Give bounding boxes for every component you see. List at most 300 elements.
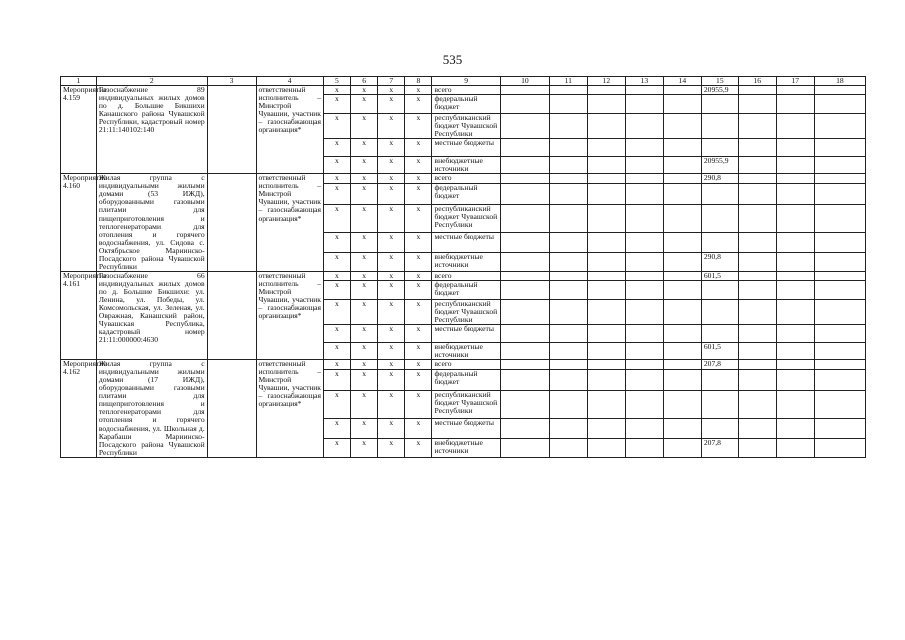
empty-cell — [814, 391, 865, 419]
empty-cell — [738, 174, 776, 184]
empty-cell — [549, 184, 587, 205]
funding-source: всего — [432, 174, 500, 184]
event-name: Газоснабжение 89 индивидуальных жилых домов по д. Большие Бикшихи Канашского района Чувашской Республики, кадастровый номер 21:11:140102:140 — [96, 86, 207, 174]
empty-cell — [500, 233, 549, 253]
empty-cell — [587, 370, 625, 391]
table-body — [61, 77, 866, 458]
x-mark: x — [351, 418, 378, 438]
empty-cell — [625, 233, 663, 253]
empty-cell — [814, 438, 865, 457]
empty-cell — [625, 360, 663, 370]
empty-cell — [549, 139, 587, 157]
empty-cell — [738, 418, 776, 438]
empty-cell — [549, 205, 587, 233]
empty-cell — [500, 114, 549, 139]
empty-cell — [549, 280, 587, 299]
empty-cell — [549, 114, 587, 139]
empty-cell — [625, 370, 663, 391]
empty-cell — [500, 391, 549, 419]
x-mark: x — [378, 184, 405, 205]
amount-cell: 601,5 — [701, 343, 738, 360]
empty-cell — [776, 114, 814, 139]
x-mark: x — [378, 139, 405, 157]
empty-cell — [814, 184, 865, 205]
empty-cell — [814, 360, 865, 370]
x-mark: x — [378, 391, 405, 419]
amount-cell — [701, 299, 738, 324]
column-number: 4 — [256, 77, 323, 86]
empty-cell — [625, 418, 663, 438]
x-mark: x — [351, 325, 378, 343]
funding-source: всего — [432, 360, 500, 370]
empty-cell — [625, 174, 663, 184]
empty-cell — [500, 139, 549, 157]
empty-cell — [500, 184, 549, 205]
amount-cell: 601,5 — [701, 271, 738, 280]
x-mark: x — [378, 95, 405, 114]
empty-cell — [587, 325, 625, 343]
empty-cell — [625, 114, 663, 139]
x-mark: x — [351, 157, 378, 174]
x-mark: x — [405, 370, 432, 391]
empty-cell — [207, 271, 256, 359]
x-mark: x — [323, 114, 350, 139]
x-mark: x — [323, 280, 350, 299]
column-number: 13 — [625, 77, 663, 86]
x-mark: x — [405, 95, 432, 114]
empty-cell — [587, 233, 625, 253]
x-mark: x — [323, 233, 350, 253]
empty-cell — [549, 343, 587, 360]
funding-source: федеральный бюджет — [432, 280, 500, 299]
responsible-party: ответственный исполнитель – Минстрой Чувашии, участник – газоснабжающая организация* — [256, 360, 323, 458]
empty-cell — [814, 343, 865, 360]
funding-source: внебюджетные источники — [432, 252, 500, 271]
empty-cell — [587, 157, 625, 174]
empty-cell — [500, 343, 549, 360]
x-mark: x — [405, 360, 432, 370]
amount-cell: 290,8 — [701, 174, 738, 184]
x-mark: x — [405, 438, 432, 457]
x-mark: x — [351, 271, 378, 280]
empty-cell — [587, 438, 625, 457]
funding-source: республиканский бюджет Чувашской Республики — [432, 205, 500, 233]
empty-cell — [814, 174, 865, 184]
empty-cell — [776, 343, 814, 360]
event-name: Жилая группа с индивидуальными жилыми домами (17 ИЖД), оборудованными газовыми плитами для пищеприготовления и теплогенераторами для отопления и горячего водоснабжения, ул. Школьная д. Карабаши Мариинско-Посадского района Чувашской Республики — [96, 360, 207, 458]
empty-cell — [549, 325, 587, 343]
amount-cell — [701, 418, 738, 438]
empty-cell — [587, 114, 625, 139]
empty-cell — [738, 205, 776, 233]
x-mark: x — [351, 139, 378, 157]
empty-cell — [625, 325, 663, 343]
empty-cell — [549, 157, 587, 174]
empty-cell — [625, 157, 663, 174]
x-mark: x — [378, 252, 405, 271]
x-mark: x — [351, 280, 378, 299]
empty-cell — [663, 438, 701, 457]
empty-cell — [814, 139, 865, 157]
empty-cell — [738, 391, 776, 419]
funding-source: республиканский бюджет Чувашской Республики — [432, 391, 500, 419]
empty-cell — [738, 299, 776, 324]
empty-cell — [663, 325, 701, 343]
empty-cell — [549, 95, 587, 114]
empty-cell — [776, 157, 814, 174]
empty-cell — [549, 438, 587, 457]
empty-cell — [500, 205, 549, 233]
empty-cell — [738, 325, 776, 343]
x-mark: x — [378, 174, 405, 184]
empty-cell — [776, 325, 814, 343]
x-mark: x — [405, 184, 432, 205]
x-mark: x — [405, 418, 432, 438]
empty-cell — [814, 114, 865, 139]
x-mark: x — [351, 205, 378, 233]
amount-cell: 207,8 — [701, 438, 738, 457]
empty-cell — [663, 139, 701, 157]
page-number: 535 — [442, 52, 463, 67]
empty-cell — [207, 86, 256, 174]
x-mark: x — [323, 174, 350, 184]
column-number: 5 — [323, 77, 350, 86]
empty-cell — [625, 86, 663, 95]
empty-cell — [625, 139, 663, 157]
funding-source: всего — [432, 271, 500, 280]
empty-cell — [549, 86, 587, 95]
column-number: 12 — [587, 77, 625, 86]
empty-cell — [663, 271, 701, 280]
empty-cell — [738, 139, 776, 157]
empty-cell — [500, 370, 549, 391]
x-mark: x — [405, 205, 432, 233]
empty-cell — [500, 299, 549, 324]
amount-cell — [701, 205, 738, 233]
empty-cell — [776, 174, 814, 184]
x-mark: x — [378, 418, 405, 438]
x-mark: x — [405, 391, 432, 419]
empty-cell — [776, 418, 814, 438]
funding-source: внебюджетные источники — [432, 157, 500, 174]
empty-cell — [500, 252, 549, 271]
empty-cell — [663, 299, 701, 324]
column-number: 17 — [776, 77, 814, 86]
empty-cell — [587, 343, 625, 360]
column-number: 15 — [701, 77, 738, 86]
empty-cell — [814, 370, 865, 391]
empty-cell — [500, 86, 549, 95]
empty-cell — [738, 157, 776, 174]
empty-cell — [663, 233, 701, 253]
empty-cell — [663, 360, 701, 370]
amount-cell — [701, 139, 738, 157]
empty-cell — [814, 233, 865, 253]
empty-cell — [549, 233, 587, 253]
empty-cell — [663, 205, 701, 233]
empty-cell — [814, 325, 865, 343]
empty-cell — [738, 114, 776, 139]
x-mark: x — [378, 325, 405, 343]
x-mark: x — [405, 252, 432, 271]
empty-cell — [776, 139, 814, 157]
empty-cell — [549, 271, 587, 280]
x-mark: x — [323, 252, 350, 271]
event-id: Мероприятие 4.161 — [61, 271, 97, 359]
x-mark: x — [378, 438, 405, 457]
x-mark: x — [323, 271, 350, 280]
amount-cell — [701, 114, 738, 139]
empty-cell — [814, 205, 865, 233]
empty-cell — [549, 391, 587, 419]
x-mark: x — [351, 233, 378, 253]
empty-cell — [738, 252, 776, 271]
x-mark: x — [351, 86, 378, 95]
x-mark: x — [405, 325, 432, 343]
x-mark: x — [378, 370, 405, 391]
empty-cell — [587, 360, 625, 370]
event-id: Мероприятие 4.159 — [61, 86, 97, 174]
funding-source: федеральный бюджет — [432, 184, 500, 205]
amount-cell: 290,8 — [701, 252, 738, 271]
empty-cell — [776, 391, 814, 419]
x-mark: x — [323, 157, 350, 174]
column-number: 2 — [96, 77, 207, 86]
funding-source: федеральный бюджет — [432, 95, 500, 114]
empty-cell — [814, 252, 865, 271]
funding-source: местные бюджеты — [432, 418, 500, 438]
empty-cell — [500, 174, 549, 184]
event-id: Мероприятие 4.160 — [61, 174, 97, 272]
empty-cell — [500, 157, 549, 174]
x-mark: x — [378, 280, 405, 299]
x-mark: x — [323, 139, 350, 157]
empty-cell — [776, 252, 814, 271]
empty-cell — [738, 438, 776, 457]
empty-cell — [625, 391, 663, 419]
x-mark: x — [405, 86, 432, 95]
empty-cell — [625, 184, 663, 205]
column-number: 10 — [500, 77, 549, 86]
funding-source: внебюджетные источники — [432, 343, 500, 360]
empty-cell — [500, 280, 549, 299]
empty-cell — [625, 343, 663, 360]
x-mark: x — [323, 391, 350, 419]
x-mark: x — [405, 343, 432, 360]
empty-cell — [207, 174, 256, 272]
column-number: 11 — [549, 77, 587, 86]
x-mark: x — [405, 157, 432, 174]
x-mark: x — [323, 205, 350, 233]
empty-cell — [814, 157, 865, 174]
column-number: 3 — [207, 77, 256, 86]
empty-cell — [207, 360, 256, 458]
empty-cell — [663, 184, 701, 205]
x-mark: x — [323, 86, 350, 95]
amount-cell: 207,8 — [701, 360, 738, 370]
x-mark: x — [405, 271, 432, 280]
empty-cell — [587, 205, 625, 233]
x-mark: x — [323, 343, 350, 360]
empty-cell — [738, 280, 776, 299]
empty-cell — [663, 280, 701, 299]
empty-cell — [663, 370, 701, 391]
x-mark: x — [405, 139, 432, 157]
empty-cell — [814, 280, 865, 299]
empty-cell — [738, 370, 776, 391]
empty-cell — [587, 139, 625, 157]
x-mark: x — [351, 252, 378, 271]
empty-cell — [663, 418, 701, 438]
x-mark: x — [323, 299, 350, 324]
empty-cell — [500, 438, 549, 457]
x-mark: x — [378, 114, 405, 139]
amount-cell — [701, 280, 738, 299]
x-mark: x — [378, 271, 405, 280]
empty-cell — [814, 418, 865, 438]
amount-cell — [701, 233, 738, 253]
x-mark: x — [378, 157, 405, 174]
empty-cell — [814, 271, 865, 280]
empty-cell — [663, 95, 701, 114]
x-mark: x — [351, 343, 378, 360]
empty-cell — [625, 299, 663, 324]
x-mark: x — [351, 438, 378, 457]
column-number: 8 — [405, 77, 432, 86]
empty-cell — [500, 271, 549, 280]
empty-cell — [587, 299, 625, 324]
x-mark: x — [405, 174, 432, 184]
x-mark: x — [378, 205, 405, 233]
empty-cell — [738, 233, 776, 253]
empty-cell — [776, 184, 814, 205]
empty-cell — [814, 86, 865, 95]
empty-cell — [587, 95, 625, 114]
empty-cell — [549, 418, 587, 438]
funding-source: республиканский бюджет Чувашской Республики — [432, 299, 500, 324]
x-mark: x — [405, 233, 432, 253]
empty-cell — [587, 174, 625, 184]
column-number: 18 — [814, 77, 865, 86]
empty-cell — [625, 252, 663, 271]
empty-cell — [625, 438, 663, 457]
funding-source: всего — [432, 86, 500, 95]
empty-cell — [738, 184, 776, 205]
responsible-party: ответственный исполнитель – Минстрой Чувашии, участник – газоснабжающая организация* — [256, 271, 323, 359]
x-mark: x — [378, 299, 405, 324]
empty-cell — [776, 438, 814, 457]
x-mark: x — [323, 438, 350, 457]
x-mark: x — [323, 95, 350, 114]
x-mark: x — [351, 114, 378, 139]
empty-cell — [738, 343, 776, 360]
empty-cell — [776, 280, 814, 299]
empty-cell — [776, 205, 814, 233]
amount-cell — [701, 325, 738, 343]
column-number: 9 — [432, 77, 500, 86]
empty-cell — [663, 86, 701, 95]
x-mark: x — [378, 360, 405, 370]
empty-cell — [549, 174, 587, 184]
empty-cell — [738, 360, 776, 370]
x-mark: x — [378, 343, 405, 360]
x-mark: x — [351, 184, 378, 205]
empty-cell — [549, 299, 587, 324]
empty-cell — [776, 271, 814, 280]
empty-cell — [549, 360, 587, 370]
empty-cell — [587, 252, 625, 271]
empty-cell — [776, 95, 814, 114]
empty-cell — [814, 95, 865, 114]
x-mark: x — [351, 174, 378, 184]
empty-cell — [500, 418, 549, 438]
x-mark: x — [378, 86, 405, 95]
empty-cell — [500, 325, 549, 343]
funding-source: местные бюджеты — [432, 233, 500, 253]
responsible-party: ответственный исполнитель – Минстрой Чувашии, участник – газоснабжающая организация* — [256, 86, 323, 174]
empty-cell — [663, 157, 701, 174]
empty-cell — [549, 370, 587, 391]
amount-cell — [701, 370, 738, 391]
x-mark: x — [378, 233, 405, 253]
funding-source: местные бюджеты — [432, 139, 500, 157]
empty-cell — [738, 86, 776, 95]
amount-cell — [701, 391, 738, 419]
column-number: 7 — [378, 77, 405, 86]
x-mark: x — [351, 370, 378, 391]
funding-source: внебюджетные источники — [432, 438, 500, 457]
event-name: Жилая группа с индивидуальными жилыми домами (53 ИЖД), оборудованными газовыми плитами для пищеприготовления и теплогенераторами для отопления и горячего водоснабжения, ул. Сидова с. Октябрьское Мариинско-Посадского района Чувашской Республики — [96, 174, 207, 272]
funding-source: республиканский бюджет Чувашской Республики — [432, 114, 500, 139]
program-events-table — [60, 76, 866, 458]
empty-cell — [663, 343, 701, 360]
event-name: Газоснабжение 66 индивидуальных жилых домов по д. Большие Бикшихи: ул. Ленина, ул. Победы, ул. Комсомольская, ул. Зеленая, ул. Овражная, Канашский район, Чувашская Республика, кадастровый номер 21:11:000000:4630 — [96, 271, 207, 359]
x-mark: x — [405, 114, 432, 139]
amount-cell — [701, 95, 738, 114]
empty-cell — [500, 360, 549, 370]
empty-cell — [663, 114, 701, 139]
empty-cell — [625, 95, 663, 114]
x-mark: x — [323, 418, 350, 438]
x-mark: x — [323, 360, 350, 370]
x-mark: x — [323, 325, 350, 343]
empty-cell — [587, 271, 625, 280]
column-number: 14 — [663, 77, 701, 86]
empty-cell — [663, 174, 701, 184]
empty-cell — [625, 280, 663, 299]
empty-cell — [776, 86, 814, 95]
column-number: 6 — [351, 77, 378, 86]
empty-cell — [663, 391, 701, 419]
empty-cell — [500, 95, 549, 114]
x-mark: x — [323, 370, 350, 391]
empty-cell — [587, 418, 625, 438]
responsible-party: ответственный исполнитель – Минстрой Чувашии, участник – газоснабжающая организация* — [256, 174, 323, 272]
empty-cell — [587, 280, 625, 299]
empty-cell — [776, 370, 814, 391]
empty-cell — [625, 205, 663, 233]
x-mark: x — [351, 299, 378, 324]
funding-source: федеральный бюджет — [432, 370, 500, 391]
column-number: 16 — [738, 77, 776, 86]
x-mark: x — [323, 184, 350, 205]
amount-cell — [701, 184, 738, 205]
table-row — [61, 360, 866, 370]
empty-cell — [549, 252, 587, 271]
funding-source: местные бюджеты — [432, 325, 500, 343]
empty-cell — [738, 95, 776, 114]
column-number: 1 — [61, 77, 97, 86]
